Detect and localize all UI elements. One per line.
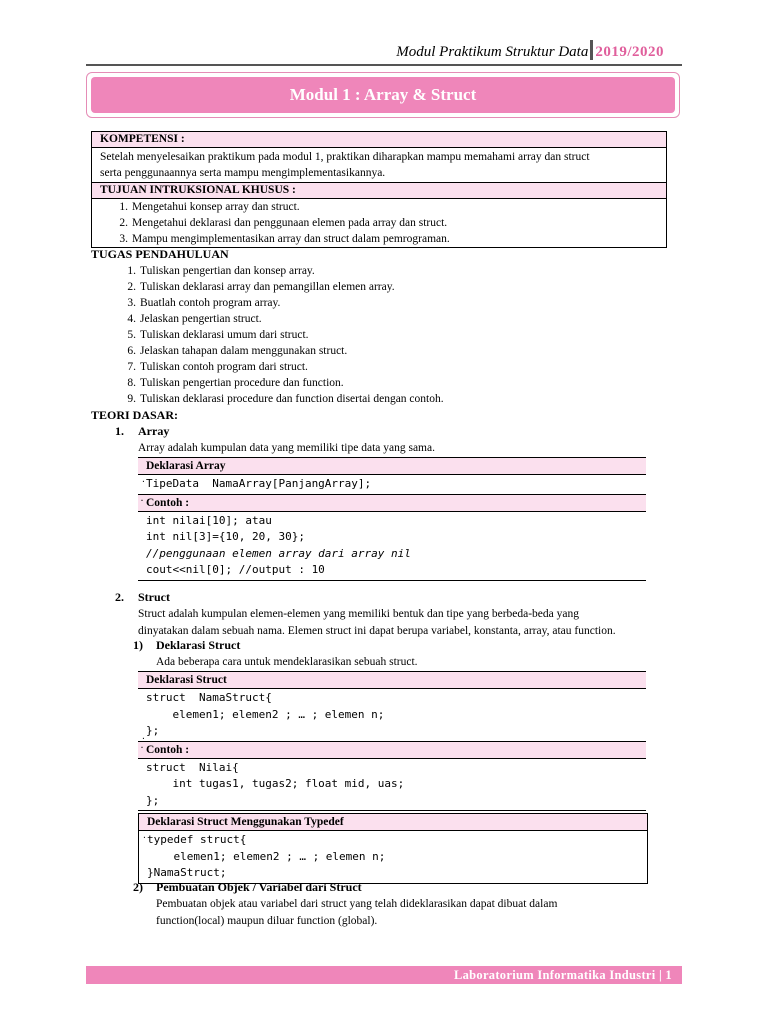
struct-decl-code: struct NamaStruct{ elemen1; elemen2 ; … ; elemen n; }; . (138, 689, 646, 742)
list-item: 2. Tuliskan deklarasi array dan pemangillan elemen array. (127, 281, 395, 293)
list-item: 3. Buatlah contoh program array. (127, 297, 281, 309)
list-item: 7. Tuliskan contoh program dari struct. (127, 361, 308, 373)
kompetensi-heading: KOMPETENSI : (92, 132, 666, 148)
array-decl-code: . TipeData NamaArray[PanjangArray]; (138, 475, 646, 495)
list-item: 1. Mengetahui konsep array dan struct. (119, 201, 300, 213)
list-item: 6. Jelaskan tahapan dalam menggunakan struct. (127, 345, 348, 357)
struct-contoh-heading: . Contoh : (138, 742, 646, 759)
header-title: Modul Praktikum Struktur Data (396, 44, 589, 60)
typedef-code: . typedef struct{ elemen1; elemen2 ; … ; elemen n; }NamaStruct; (142, 831, 386, 879)
struct-desc: Struct adalah kumpulan elemen-elemen yang memiliki bentuk dan tipe yang berbeda-beda yang dinyatakan dalam sebuah nama. Elemen struct ini dapat berupa variabel, konstanta, array, atau function. (138, 608, 616, 637)
sub1-title: Deklarasi Struct (156, 638, 241, 652)
struct-title: Struct (138, 590, 170, 604)
list-item: 2. Mengetahui deklarasi dan penggunaan elemen pada array dan struct. (119, 217, 448, 229)
struct-decl-heading: Deklarasi Struct (138, 672, 646, 689)
list-item: 1. Tuliskan pengertian dan konsep array. (127, 265, 315, 277)
sub2-number: 2) (133, 880, 143, 894)
array-contoh-heading: . Contoh : (138, 495, 646, 512)
list-item: 5. Tuliskan deklarasi umum dari struct. (127, 329, 309, 341)
teori-heading: TEORI DASAR: (91, 408, 179, 422)
array-decl-heading: Deklarasi Array (138, 458, 646, 475)
tujuan-heading: TUJUAN INTRUKSIONAL KHUSUS : (92, 183, 666, 199)
header-rule (86, 64, 682, 66)
tugas-list (100, 263, 660, 407)
module-title-box (86, 72, 680, 118)
array-title: Array (138, 424, 170, 438)
sub1-desc: Ada beberapa cara untuk mendeklarasikan sebuah struct. (156, 656, 418, 668)
list-item: 9. Tuliskan deklarasi procedure dan function disertai dengan contoh. (127, 393, 444, 405)
page-footer (86, 966, 682, 984)
header-divider (590, 40, 593, 60)
array-code-box (138, 457, 646, 581)
list-item: 8. Tuliskan pengertian procedure dan function. (127, 377, 344, 389)
sub1-number: 1) (133, 638, 143, 652)
list-item: 4. Jelaskan pengertian struct. (127, 313, 262, 325)
header-year: 2019/2020 (595, 44, 664, 60)
page-header (396, 40, 664, 61)
module-title: Modul 1 : Array & Struct (91, 77, 675, 113)
array-number: 1. (115, 424, 124, 438)
struct-code-box (138, 671, 646, 811)
footer-text: Laboratorium Informatika Industri | 1 (453, 968, 672, 982)
struct-number: 2. (115, 590, 124, 604)
tujuan-list (92, 199, 666, 247)
kompetensi-text: Setelah menyelesaikan praktikum pada modul 1, praktikan diharapkan mampu memahami array dan struct serta penggunaannya serta mampu mengimplementasikannya. (92, 148, 666, 183)
array-desc: Array adalah kumpulan data yang memiliki tipe data yang sama. (138, 442, 435, 454)
sub2-desc: Pembuatan objek atau variabel dari struct yang telah dideklarasikan dapat dibuat dalam function(local) maupun diluar function (global). (156, 898, 558, 927)
list-item: 3. Mampu mengimplementasikan array dan struct dalam pemrograman. (119, 233, 450, 245)
typedef-code-box (138, 813, 648, 884)
kompetensi-table (91, 131, 667, 248)
typedef-heading: Deklarasi Struct Menggunakan Typedef (139, 814, 647, 831)
array-example-code: int nilai[10]; atau int nil[3]={10, 20, 30}; //penggunaan elemen array dari array nil cout<<nil[0]; //output : 10 (146, 513, 411, 576)
struct-example-code: struct Nilai{ int tugas1, tugas2; float mid, uas; }; (146, 760, 405, 807)
tugas-heading: TUGAS PENDAHULUAN (91, 247, 229, 261)
sub2-title: Pembuatan Objek / Variabel dari Struct (156, 880, 362, 894)
